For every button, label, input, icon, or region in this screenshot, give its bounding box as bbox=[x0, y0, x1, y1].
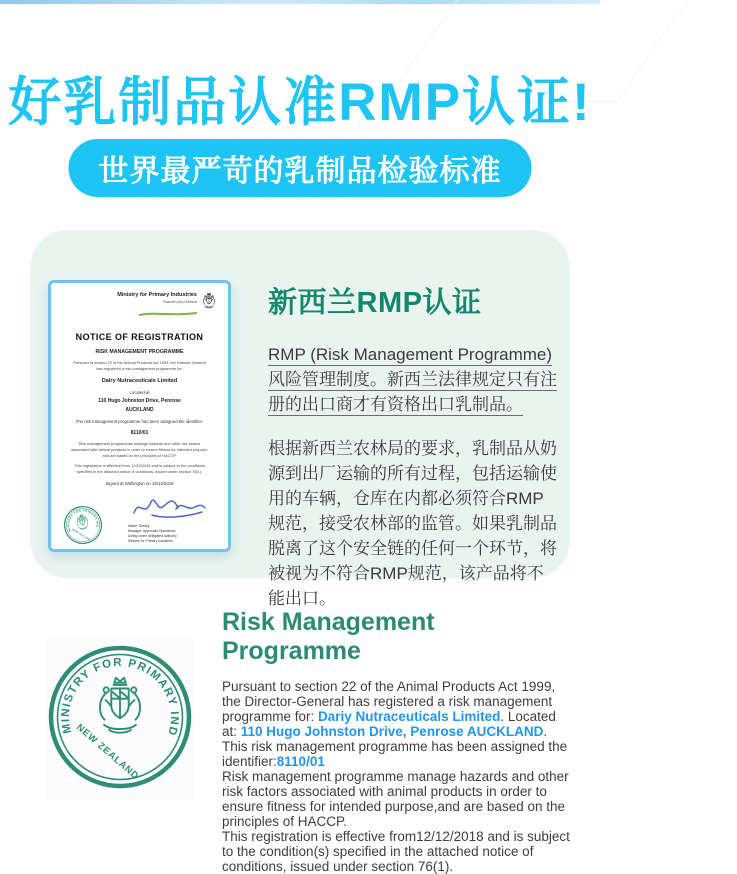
nz-coat-of-arms-icon bbox=[201, 292, 217, 311]
card-paragraph-underlined: RMP (Risk Management Programme) 风险管理制度。新西兰法律规定只有注册的出口商才有资格出口乳制品。 bbox=[268, 345, 557, 414]
signatory-line: Name: Denley bbox=[128, 523, 150, 528]
registration-certificate bbox=[48, 280, 231, 552]
signature-block bbox=[128, 493, 216, 545]
ministry-maori-name: Manatū Ahu Matua bbox=[163, 299, 197, 304]
bottom-paragraph-3: This registration is effective from12/12/2018 and is subject to the condition(s) specified in the attached notice of conditions, issued under section 76(1). bbox=[222, 829, 570, 874]
certificate-subtitle: RISK MANAGEMENT PROGRAMME bbox=[95, 349, 184, 355]
identifier-label: The risk management programme has been assigned the identifier: bbox=[75, 419, 204, 425]
mpi-stamp bbox=[45, 642, 195, 792]
certificate-intro: Pursuant to section 22 of the Animal Products Act 1999, the Director-General has registered a risk management programme for: bbox=[73, 360, 206, 371]
rmp-info-card bbox=[30, 230, 570, 608]
ministry-name: Ministry for Primary Industries bbox=[117, 292, 197, 298]
bottom-paragraph-2: Risk management programme manage hazards and other risk factors associated with animal products in order to ensure fitness for intended purpose,and are based on the principles of HACCP. bbox=[222, 769, 569, 829]
card-heading: 新西兰RMP认证 bbox=[268, 287, 482, 319]
certificate-fine-print-1: Risk management programmes manage hazards and other risk factors associated with animal products in order to ensure fitness for intended purpose, and are based on the principles of HACCP. bbox=[71, 441, 208, 458]
signatory-lines bbox=[128, 524, 216, 545]
signatory-line: Ministry for Primary Industries bbox=[128, 539, 173, 544]
certificate-address-line2: AUCKLAND bbox=[125, 407, 154, 414]
certificate-title: NOTICE OF REGISTRATION bbox=[75, 332, 204, 342]
subtitle-pill: 世界最严苛的乳制品检验标准 bbox=[69, 139, 532, 197]
certificate-company: Dairy Nutraceuticals Limited bbox=[101, 378, 178, 385]
signatory-line: Manager, Approvals Operations bbox=[128, 528, 176, 533]
signature-icon bbox=[128, 493, 212, 519]
certificate-fine-print-2: This registration is effective from 12/12/2018 and is subject to the conditions specified in the attached notice of conditions, issued under section 76(1). bbox=[74, 463, 205, 474]
certificate-footer bbox=[62, 493, 217, 545]
certificate-signed-line: Signed at Wellington on 19/12/2018 bbox=[105, 480, 174, 486]
ministry-logo-text bbox=[117, 292, 197, 322]
page-title: 好乳制品认准RMP认证! bbox=[8, 73, 592, 132]
card-text-column bbox=[268, 280, 560, 611]
mpi-stamp-icon bbox=[45, 642, 195, 792]
located-at-label: Located at bbox=[129, 390, 150, 396]
certificate-header bbox=[62, 292, 217, 322]
green-swoosh-icon bbox=[139, 311, 197, 317]
bottom-heading: Risk Management Programme bbox=[222, 608, 435, 665]
bottom-text-column bbox=[222, 608, 574, 874]
bottom-paragraph-1: Pursuant to section 22 of the Animal Products Act 1999, the Director-General has registered a risk management programme for: Dariy Nutraceuticals Limited. Located at: 110 Hugo Johnston Drive, Penrose AUCKLAND. This risk management programme has been assigned the identifier:8110/01 bbox=[222, 679, 568, 769]
certificate-identifier: 8110/01 bbox=[130, 430, 149, 437]
signatory-line: Acting under delegated authority bbox=[128, 534, 177, 539]
card-paragraph-body: 根据新西兰农林局的要求，乳制品从奶源到出厂运输的所有过程，包括运输使用的车辆，仓库在内都必须符合RMP规范，接受农林部的监管。如果乳制品脱离了这个安全链的任何一个环节，将被视为不符合RMP规范，该产品将不能出口。 bbox=[268, 439, 557, 608]
mpi-seal-icon bbox=[60, 501, 106, 547]
certificate-address-line1: 110 Hugo Johnston Drive, Penrose bbox=[98, 398, 181, 405]
